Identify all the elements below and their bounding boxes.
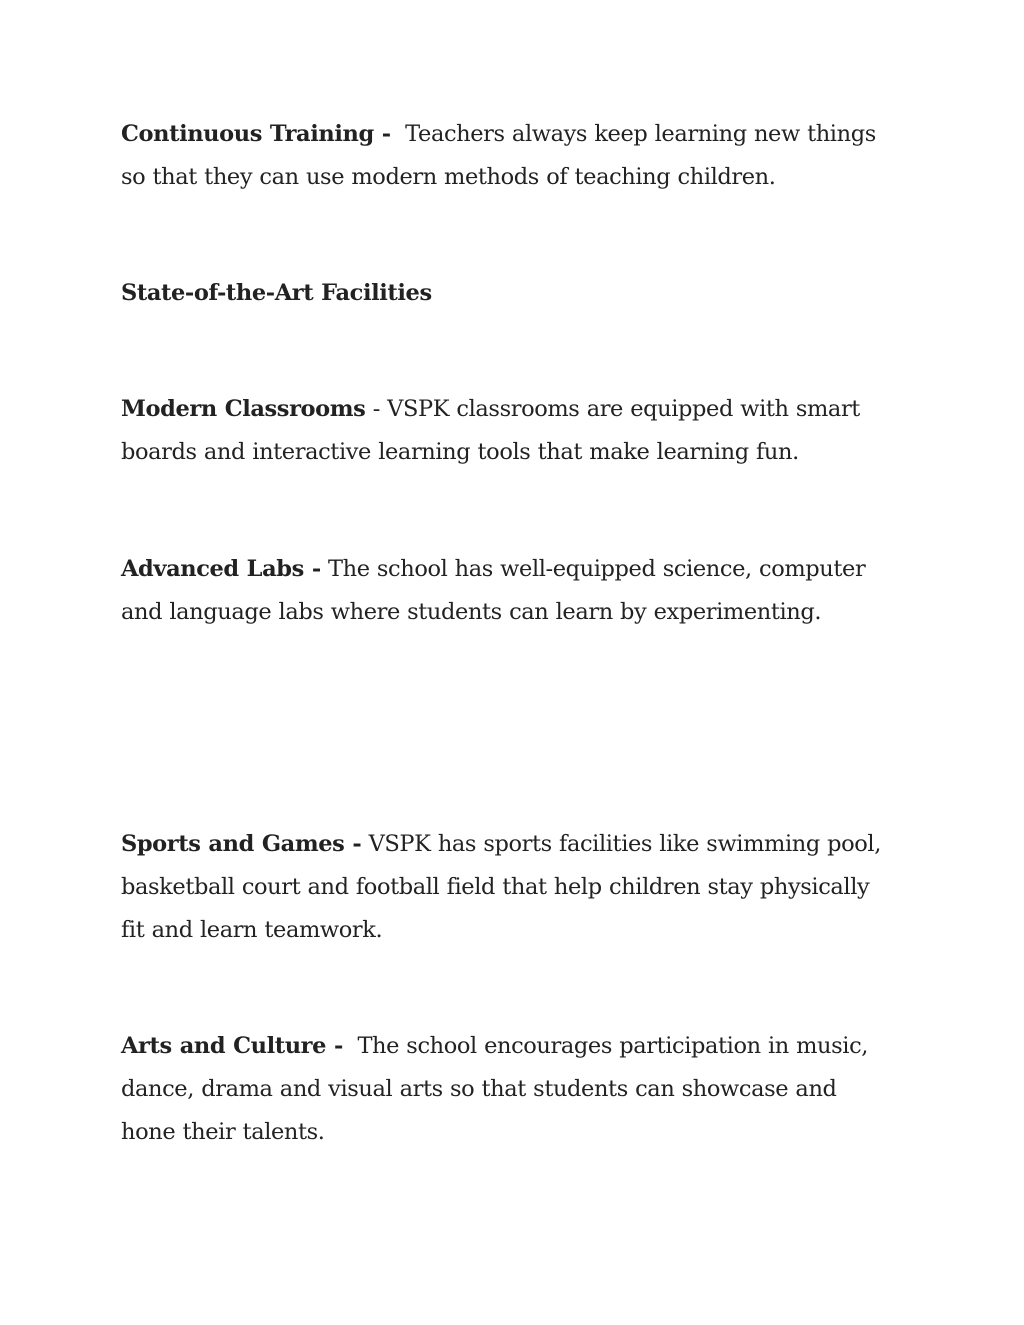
text-advanced-labs: The school has well-equipped science, computer and language labs where students can learn by experimenting. bbox=[121, 556, 866, 625]
text-continuous-training: Teachers always keep learning new things so that they can use modern methods of teaching children. bbox=[121, 121, 876, 190]
paragraph-arts-and-culture bbox=[121, 1025, 881, 1154]
term-advanced-labs: Advanced Labs - bbox=[121, 556, 321, 582]
term-sports-and-games: Sports and Games - bbox=[121, 831, 362, 857]
term-arts-and-culture: Arts and Culture - bbox=[121, 1033, 343, 1059]
paragraph-advanced-labs bbox=[121, 548, 881, 634]
text-modern-classrooms: - VSPK classrooms are equipped with smart boards and interactive learning tools that make learning fun. bbox=[121, 396, 860, 465]
text-arts-and-culture: The school encourages participation in music, dance, drama and visual arts so that students can showcase and hone their talents. bbox=[121, 1033, 869, 1145]
heading-state-of-the-art-facilities: State-of-the-Art Facilities bbox=[121, 280, 432, 306]
paragraph-modern-classrooms bbox=[121, 388, 881, 474]
paragraph-continuous-training bbox=[121, 113, 881, 199]
term-continuous-training: Continuous Training - bbox=[121, 121, 391, 147]
text-sports-and-games: VSPK has sports facilities like swimming pool, basketball court and football field that help children stay physically fit and learn teamwork. bbox=[121, 831, 881, 943]
paragraph-sports-and-games bbox=[121, 823, 881, 952]
term-modern-classrooms: Modern Classrooms bbox=[121, 396, 366, 422]
